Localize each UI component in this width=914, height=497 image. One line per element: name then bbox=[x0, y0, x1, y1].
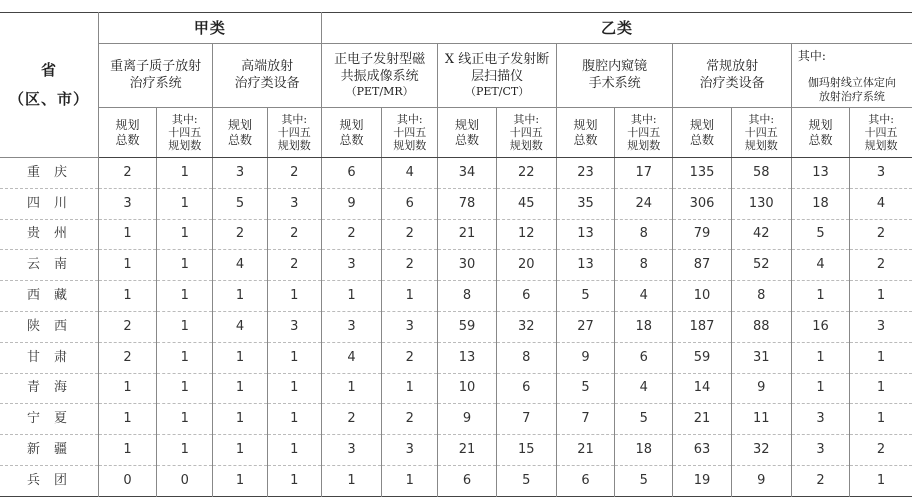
equip-pet-mr-line1: 正电子发射型磁 bbox=[334, 52, 426, 68]
value-cell: 78 bbox=[438, 188, 496, 219]
value-cell: 10 bbox=[673, 281, 731, 312]
value-cell: 3 bbox=[321, 435, 381, 466]
equipment-planning-table bbox=[0, 12, 912, 497]
plan-145-line3: 规划数 bbox=[393, 139, 427, 153]
gamma-line1: 伽玛射线立体定向 bbox=[807, 75, 896, 89]
equip-high-end-line1: 高端放射 bbox=[241, 59, 294, 75]
equipment-table-container bbox=[0, 12, 914, 497]
table-row bbox=[0, 311, 912, 342]
plan-145-line2: 十四五 bbox=[744, 125, 778, 139]
plan-145-line1: 其中: bbox=[748, 112, 775, 126]
value-cell: 1 bbox=[850, 404, 912, 435]
group-a-header: 甲类 bbox=[98, 13, 321, 44]
equip-high-end-radiation-header bbox=[213, 44, 321, 108]
value-cell: 2 bbox=[850, 219, 912, 250]
value-cell: 63 bbox=[673, 435, 731, 466]
value-cell: 6 bbox=[496, 373, 556, 404]
value-cell: 1 bbox=[850, 281, 912, 312]
value-cell: 1 bbox=[791, 281, 849, 312]
value-cell: 6 bbox=[615, 342, 673, 373]
value-cell: 1 bbox=[213, 342, 267, 373]
plan-total-line1: 规划 bbox=[454, 117, 479, 132]
value-cell: 2 bbox=[791, 465, 849, 496]
plan-145-line2: 十四五 bbox=[393, 125, 427, 139]
value-cell: 1 bbox=[321, 465, 381, 496]
value-cell: 4 bbox=[791, 250, 849, 281]
value-cell: 306 bbox=[673, 188, 731, 219]
value-cell: 4 bbox=[213, 311, 267, 342]
value-cell: 1 bbox=[157, 188, 213, 219]
plan-145-line2: 十四五 bbox=[277, 125, 311, 139]
value-cell: 1 bbox=[157, 342, 213, 373]
value-cell: 2 bbox=[98, 311, 156, 342]
plan-145-header bbox=[267, 108, 321, 158]
plan-145-line2: 十四五 bbox=[168, 125, 202, 139]
equip-pet-mr-header bbox=[321, 44, 437, 108]
value-cell: 8 bbox=[438, 281, 496, 312]
value-cell: 1 bbox=[382, 465, 438, 496]
value-cell: 2 bbox=[98, 342, 156, 373]
province-label: 省 bbox=[40, 61, 57, 80]
value-cell: 9 bbox=[556, 342, 614, 373]
value-cell: 3 bbox=[382, 311, 438, 342]
value-cell: 2 bbox=[98, 158, 156, 189]
equip-laparoscope-line1: 腹腔内窥镜 bbox=[582, 59, 648, 75]
value-cell: 13 bbox=[438, 342, 496, 373]
region-label: （区、市） bbox=[8, 90, 89, 108]
value-cell: 18 bbox=[615, 435, 673, 466]
plan-total-line2: 总数 bbox=[228, 132, 253, 147]
value-cell: 31 bbox=[731, 342, 791, 373]
plan-145-header bbox=[382, 108, 438, 158]
value-cell: 14 bbox=[673, 373, 731, 404]
value-cell: 32 bbox=[496, 311, 556, 342]
equip-high-end-line2: 治疗类设备 bbox=[234, 75, 300, 91]
value-cell: 4 bbox=[850, 188, 912, 219]
value-cell: 17 bbox=[615, 158, 673, 189]
plan-145-header bbox=[496, 108, 556, 158]
plan-total-line1: 规划 bbox=[573, 117, 598, 132]
value-cell: 42 bbox=[731, 219, 791, 250]
value-cell: 13 bbox=[556, 219, 614, 250]
table-row bbox=[0, 158, 912, 189]
value-cell: 2 bbox=[382, 250, 438, 281]
value-cell: 1 bbox=[98, 404, 156, 435]
value-cell: 3 bbox=[850, 158, 912, 189]
value-cell: 52 bbox=[731, 250, 791, 281]
value-cell: 2 bbox=[267, 250, 321, 281]
equip-pet-ct-header bbox=[438, 44, 557, 108]
value-cell: 3 bbox=[267, 188, 321, 219]
value-cell: 1 bbox=[267, 373, 321, 404]
plan-145-line3: 规划数 bbox=[744, 139, 778, 153]
value-cell: 9 bbox=[438, 404, 496, 435]
value-cell: 4 bbox=[615, 281, 673, 312]
value-cell: 24 bbox=[615, 188, 673, 219]
value-cell: 1 bbox=[382, 281, 438, 312]
value-cell: 9 bbox=[731, 373, 791, 404]
plan-total-line2: 总数 bbox=[339, 132, 364, 147]
value-cell: 19 bbox=[673, 465, 731, 496]
equip-pet-ct-abbr: （PET/CT） bbox=[465, 84, 530, 98]
value-cell: 3 bbox=[98, 188, 156, 219]
table-row bbox=[0, 435, 912, 466]
value-cell: 2 bbox=[850, 250, 912, 281]
value-cell: 3 bbox=[850, 311, 912, 342]
plan-145-line1: 其中: bbox=[868, 112, 894, 126]
value-cell: 5 bbox=[213, 188, 267, 219]
equip-heavy-ion-line2: 治疗系统 bbox=[129, 75, 182, 91]
value-cell: 21 bbox=[556, 435, 614, 466]
value-cell: 1 bbox=[791, 342, 849, 373]
value-cell: 1 bbox=[267, 281, 321, 312]
equip-pet-mr-line2: 共振成像系统 bbox=[340, 68, 419, 84]
value-cell: 87 bbox=[673, 250, 731, 281]
plan-145-header bbox=[157, 108, 213, 158]
value-cell: 8 bbox=[496, 342, 556, 373]
value-cell: 3 bbox=[791, 435, 849, 466]
value-cell: 1 bbox=[157, 435, 213, 466]
value-cell: 1 bbox=[157, 250, 213, 281]
equip-conventional-radiation-header bbox=[673, 44, 792, 108]
value-cell: 8 bbox=[615, 250, 673, 281]
value-cell: 79 bbox=[673, 219, 731, 250]
plan-total-header bbox=[791, 108, 849, 158]
plan-145-line2: 十四五 bbox=[509, 125, 543, 139]
value-cell: 35 bbox=[556, 188, 614, 219]
province-cell: 宁夏 bbox=[0, 404, 98, 435]
value-cell: 1 bbox=[157, 219, 213, 250]
value-cell: 32 bbox=[731, 435, 791, 466]
value-cell: 27 bbox=[556, 311, 614, 342]
table-row bbox=[0, 250, 912, 281]
value-cell: 130 bbox=[731, 188, 791, 219]
plan-total-header bbox=[438, 108, 496, 158]
value-cell: 1 bbox=[321, 281, 381, 312]
value-cell: 8 bbox=[731, 281, 791, 312]
table-row bbox=[0, 404, 912, 435]
table-row bbox=[0, 373, 912, 404]
value-cell: 1 bbox=[98, 250, 156, 281]
province-header bbox=[0, 13, 98, 158]
plan-total-line1: 规划 bbox=[808, 117, 833, 132]
plan-total-line2: 总数 bbox=[808, 132, 833, 147]
value-cell: 3 bbox=[321, 311, 381, 342]
value-cell: 13 bbox=[556, 250, 614, 281]
value-cell: 2 bbox=[850, 435, 912, 466]
value-cell: 10 bbox=[438, 373, 496, 404]
value-cell: 5 bbox=[615, 404, 673, 435]
equipment-header-row bbox=[0, 44, 912, 108]
value-cell: 9 bbox=[321, 188, 381, 219]
value-cell: 5 bbox=[791, 219, 849, 250]
value-cell: 2 bbox=[267, 219, 321, 250]
value-cell: 4 bbox=[321, 342, 381, 373]
value-cell: 1 bbox=[157, 158, 213, 189]
plan-total-header bbox=[673, 108, 731, 158]
value-cell: 7 bbox=[496, 404, 556, 435]
plan-total-header bbox=[213, 108, 267, 158]
value-cell: 1 bbox=[157, 404, 213, 435]
value-cell: 1 bbox=[850, 465, 912, 496]
plan-145-line3: 规划数 bbox=[627, 139, 661, 153]
value-cell: 21 bbox=[438, 435, 496, 466]
value-cell: 15 bbox=[496, 435, 556, 466]
plan-145-line1: 其中: bbox=[513, 112, 540, 126]
value-cell: 0 bbox=[157, 465, 213, 496]
value-cell: 0 bbox=[98, 465, 156, 496]
value-cell: 30 bbox=[438, 250, 496, 281]
plan-total-line2: 总数 bbox=[573, 132, 598, 147]
equip-laparoscope-header bbox=[556, 44, 673, 108]
value-cell: 12 bbox=[496, 219, 556, 250]
value-cell: 22 bbox=[496, 158, 556, 189]
value-cell: 5 bbox=[556, 281, 614, 312]
value-cell: 6 bbox=[382, 188, 438, 219]
value-cell: 1 bbox=[157, 373, 213, 404]
group-header-row bbox=[0, 13, 912, 44]
value-cell: 18 bbox=[791, 188, 849, 219]
value-cell: 3 bbox=[791, 404, 849, 435]
value-cell: 13 bbox=[791, 158, 849, 189]
value-cell: 1 bbox=[267, 435, 321, 466]
value-cell: 34 bbox=[438, 158, 496, 189]
value-cell: 1 bbox=[267, 342, 321, 373]
value-cell: 3 bbox=[382, 435, 438, 466]
value-cell: 1 bbox=[98, 281, 156, 312]
value-cell: 135 bbox=[673, 158, 731, 189]
plan-total-line1: 规划 bbox=[689, 117, 714, 132]
value-cell: 45 bbox=[496, 188, 556, 219]
plan-145-line1: 其中: bbox=[630, 112, 657, 126]
value-cell: 3 bbox=[267, 311, 321, 342]
plan-145-line3: 规划数 bbox=[509, 139, 543, 153]
plan-total-header bbox=[98, 108, 156, 158]
equip-conventional-line2: 治疗类设备 bbox=[699, 75, 765, 91]
province-cell: 新疆 bbox=[0, 435, 98, 466]
value-cell: 1 bbox=[213, 435, 267, 466]
plan-145-line1: 其中: bbox=[171, 112, 198, 126]
table-body bbox=[0, 158, 912, 497]
value-cell: 5 bbox=[615, 465, 673, 496]
equip-heavy-ion-line1: 重离子质子放射 bbox=[110, 59, 202, 75]
plan-145-line3: 规划数 bbox=[864, 139, 898, 153]
table-row bbox=[0, 219, 912, 250]
value-cell: 9 bbox=[731, 465, 791, 496]
plan-145-line3: 规划数 bbox=[277, 139, 311, 153]
value-cell: 1 bbox=[157, 311, 213, 342]
value-cell: 1 bbox=[850, 342, 912, 373]
plan-145-header bbox=[850, 108, 912, 158]
value-cell: 4 bbox=[213, 250, 267, 281]
gamma-knife-header bbox=[791, 44, 912, 108]
value-cell: 2 bbox=[321, 404, 381, 435]
plan-145-line2: 十四五 bbox=[864, 125, 898, 139]
subheader-row bbox=[0, 108, 912, 158]
equip-pet-ct-line1: X 线正电子发射断 bbox=[444, 52, 550, 68]
value-cell: 7 bbox=[556, 404, 614, 435]
plan-145-header bbox=[731, 108, 791, 158]
value-cell: 18 bbox=[615, 311, 673, 342]
gamma-line2: 放射治疗系统 bbox=[818, 90, 885, 103]
value-cell: 8 bbox=[615, 219, 673, 250]
value-cell: 88 bbox=[731, 311, 791, 342]
value-cell: 1 bbox=[850, 373, 912, 404]
value-cell: 4 bbox=[382, 158, 438, 189]
value-cell: 3 bbox=[213, 158, 267, 189]
value-cell: 5 bbox=[556, 373, 614, 404]
value-cell: 1 bbox=[213, 465, 267, 496]
province-cell: 西藏 bbox=[0, 281, 98, 312]
province-cell: 陕西 bbox=[0, 311, 98, 342]
table-row bbox=[0, 188, 912, 219]
value-cell: 2 bbox=[382, 219, 438, 250]
equip-pet-mr-abbr: （PET/MR） bbox=[345, 84, 414, 98]
plan-145-line3: 规划数 bbox=[168, 139, 202, 153]
value-cell: 6 bbox=[556, 465, 614, 496]
plan-total-line1: 规划 bbox=[228, 117, 253, 132]
plan-145-line2: 十四五 bbox=[627, 125, 661, 139]
value-cell: 4 bbox=[615, 373, 673, 404]
value-cell: 1 bbox=[213, 404, 267, 435]
value-cell: 6 bbox=[321, 158, 381, 189]
value-cell: 5 bbox=[496, 465, 556, 496]
value-cell: 1 bbox=[791, 373, 849, 404]
value-cell: 6 bbox=[496, 281, 556, 312]
province-cell: 兵团 bbox=[0, 465, 98, 496]
value-cell: 1 bbox=[213, 281, 267, 312]
equip-conventional-line1: 常规放射 bbox=[706, 59, 759, 75]
equip-heavy-ion-header bbox=[98, 44, 212, 108]
value-cell: 2 bbox=[267, 158, 321, 189]
value-cell: 1 bbox=[382, 373, 438, 404]
value-cell: 2 bbox=[213, 219, 267, 250]
plan-total-line2: 总数 bbox=[454, 132, 479, 147]
value-cell: 1 bbox=[267, 465, 321, 496]
value-cell: 2 bbox=[382, 342, 438, 373]
plan-145-line1: 其中: bbox=[396, 112, 423, 126]
table-row bbox=[0, 281, 912, 312]
province-cell: 重庆 bbox=[0, 158, 98, 189]
province-cell: 甘肃 bbox=[0, 342, 98, 373]
value-cell: 59 bbox=[438, 311, 496, 342]
value-cell: 1 bbox=[213, 373, 267, 404]
plan-total-line2: 总数 bbox=[115, 132, 140, 147]
table-row bbox=[0, 465, 912, 496]
value-cell: 20 bbox=[496, 250, 556, 281]
plan-total-header bbox=[556, 108, 614, 158]
value-cell: 3 bbox=[321, 250, 381, 281]
value-cell: 1 bbox=[98, 435, 156, 466]
value-cell: 58 bbox=[731, 158, 791, 189]
group-b-header: 乙类 bbox=[321, 13, 912, 44]
plan-total-line1: 规划 bbox=[339, 117, 364, 132]
equip-pet-ct-line2: 层扫描仪 bbox=[471, 68, 524, 84]
plan-145-line1: 其中: bbox=[281, 112, 308, 126]
province-cell: 四川 bbox=[0, 188, 98, 219]
value-cell: 187 bbox=[673, 311, 731, 342]
value-cell: 1 bbox=[157, 281, 213, 312]
value-cell: 2 bbox=[321, 219, 381, 250]
value-cell: 16 bbox=[791, 311, 849, 342]
province-cell: 贵州 bbox=[0, 219, 98, 250]
plan-total-header bbox=[321, 108, 381, 158]
among-label: 其中: bbox=[797, 48, 826, 63]
value-cell: 11 bbox=[731, 404, 791, 435]
value-cell: 23 bbox=[556, 158, 614, 189]
value-cell: 6 bbox=[438, 465, 496, 496]
value-cell: 59 bbox=[673, 342, 731, 373]
table-row bbox=[0, 342, 912, 373]
value-cell: 1 bbox=[267, 404, 321, 435]
value-cell: 2 bbox=[382, 404, 438, 435]
value-cell: 1 bbox=[98, 373, 156, 404]
plan-total-line1: 规划 bbox=[115, 117, 140, 132]
value-cell: 21 bbox=[438, 219, 496, 250]
province-cell: 青海 bbox=[0, 373, 98, 404]
plan-145-header bbox=[615, 108, 673, 158]
plan-total-line2: 总数 bbox=[689, 132, 714, 147]
province-cell: 云南 bbox=[0, 250, 98, 281]
value-cell: 1 bbox=[98, 219, 156, 250]
value-cell: 1 bbox=[321, 373, 381, 404]
value-cell: 21 bbox=[673, 404, 731, 435]
equip-laparoscope-line2: 手术系统 bbox=[588, 75, 641, 91]
